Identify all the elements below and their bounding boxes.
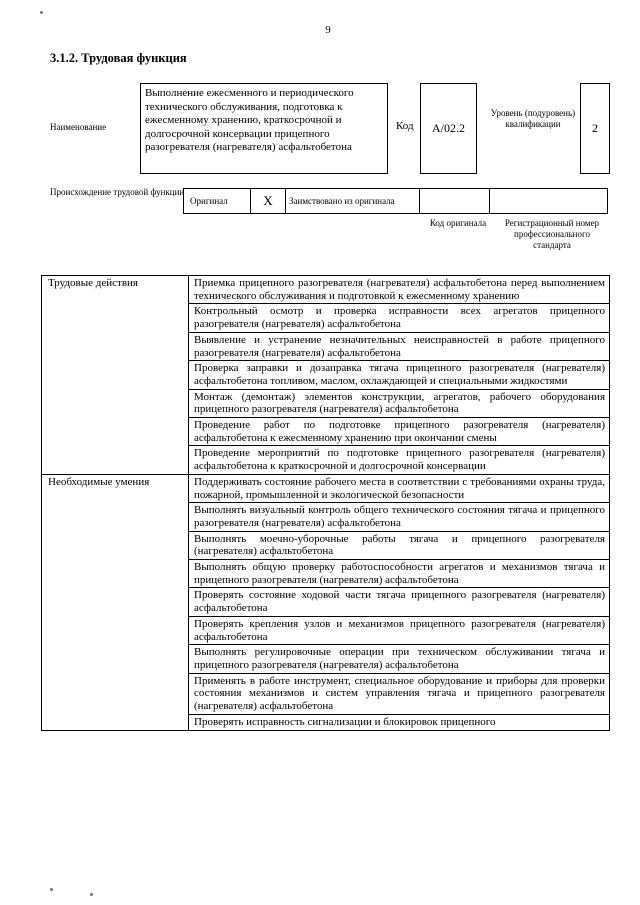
skills-label: Необходимые умения: [42, 474, 189, 730]
labor-action-row-text: Приемка прицепного разогревателя (нагревателя) асфальтобетона перед выполнением технического обслуживания и подготовкой к ежесменному хранению: [189, 276, 610, 304]
skill-row-text: Выполнять регулировочные операции при техническом обслуживании тягача и прицепного разогревателя (нагревателя) асфальтобетона: [189, 645, 610, 673]
labor-action-row-text: Проверка заправки и дозаправка тягача прицепного разогревателя (нагревателя) асфальтобетона топливом, маслом, охлаждающей и специальными жидкостями: [189, 361, 610, 389]
scan-speck: [50, 888, 53, 891]
origin-label: Происхождение трудовой функции: [50, 187, 185, 197]
skill-row-text: Проверять состояние ходовой части тягача прицепного разогревателя (нагревателя) асфальтобетона: [189, 588, 610, 616]
code-label: Код: [396, 120, 414, 132]
skill-row-text: Поддерживать состояние рабочего места в соответствии с требованиями охраны труда, пожарной, промышленной и экологической безопасности: [189, 474, 610, 502]
labor-action-row-text: Проведение мероприятий по подготовке прицепного разогревателя (нагревателя) асфальтобетона к краткосрочной и долгосрочной консервации: [189, 446, 610, 474]
skill-row-text: Выполнять визуальный контроль общего технического состояния тягача и прицепного разогревателя (нагревателя) асфальтобетона: [189, 503, 610, 531]
code-original-caption: Код оригинала: [429, 218, 487, 228]
labor-actions-label: Трудовые действия: [42, 276, 189, 475]
skill-row-text: Применять в работе инструмент, специальное оборудование и приборы для проверки состояния механизмов и систем управления тягача и прицепного разогревателя (нагревателя) асфальтобетона: [189, 673, 610, 714]
reg-number-cell: [490, 189, 608, 214]
code-value-box: [420, 83, 477, 174]
level-value: 2: [592, 121, 598, 135]
original-mark: X: [251, 189, 286, 214]
level-value-box: [580, 83, 610, 174]
code-original-cell: [420, 189, 490, 214]
skill-row-text: Проверять исправность сигнализации и блокировок прицепного: [189, 714, 610, 730]
skill-row: [42, 474, 610, 502]
code-value: А/02.2: [432, 121, 465, 135]
labor-action-row-text: Монтаж (демонтаж) элементов конструкции, агрегатов, рабочего оборудования прицепного разогревателя (нагревателя) асфальтобетона: [189, 389, 610, 417]
labor-action-row-text: Проведение работ по подготовке прицепного разогревателя (нагревателя) асфальтобетона к ежесменному хранению при окончании смены: [189, 418, 610, 446]
function-name-box: Выполнение ежесменного и периодического технического обслуживания, подготовка к ежесменному хранению, краткосрочной и долгосрочной консервации прицепного разогревателя (нагревателя) асфальтобетона: [140, 83, 388, 174]
function-details-table: [41, 275, 610, 731]
section-title: 3.1.2. Трудовая функция: [50, 51, 187, 65]
labor-action-row-text: Выявление и устранение незначительных неисправностей в работе прицепного разогревателя (нагревателя) асфальтобетона: [189, 332, 610, 360]
skill-row-text: Выполнять общую проверку работоспособности агрегатов и механизмов тягача и прицепного разогревателя (нагревателя) асфальтобетона: [189, 560, 610, 588]
level-label: Уровень (подуровень) квалификации: [490, 108, 576, 129]
reg-number-caption: Регистрационный номер профессионального стандарта: [504, 218, 600, 250]
scan-speck: [90, 893, 93, 896]
labor-action-row: [42, 276, 610, 304]
borrowed-label: Заимствовано из оригинала: [286, 189, 420, 214]
skill-row-text: Проверять крепления узлов и механизмов прицепного разогревателя (нагревателя) асфальтобетона: [189, 616, 610, 644]
scan-speck: [40, 11, 43, 14]
skill-row-text: Выполнять моечно-уборочные работы тягача и прицепного разогревателя (нагревателя) асфальтобетона: [189, 531, 610, 559]
origin-table: [183, 188, 608, 214]
original-label: Оригинал: [184, 189, 251, 214]
name-label: Наименование: [50, 122, 107, 132]
labor-action-row-text: Контрольный осмотр и проверка исправности всех агрегатов прицепного разогревателя (нагревателя) асфальтобетона: [189, 304, 610, 332]
page-number: 9: [325, 24, 331, 36]
